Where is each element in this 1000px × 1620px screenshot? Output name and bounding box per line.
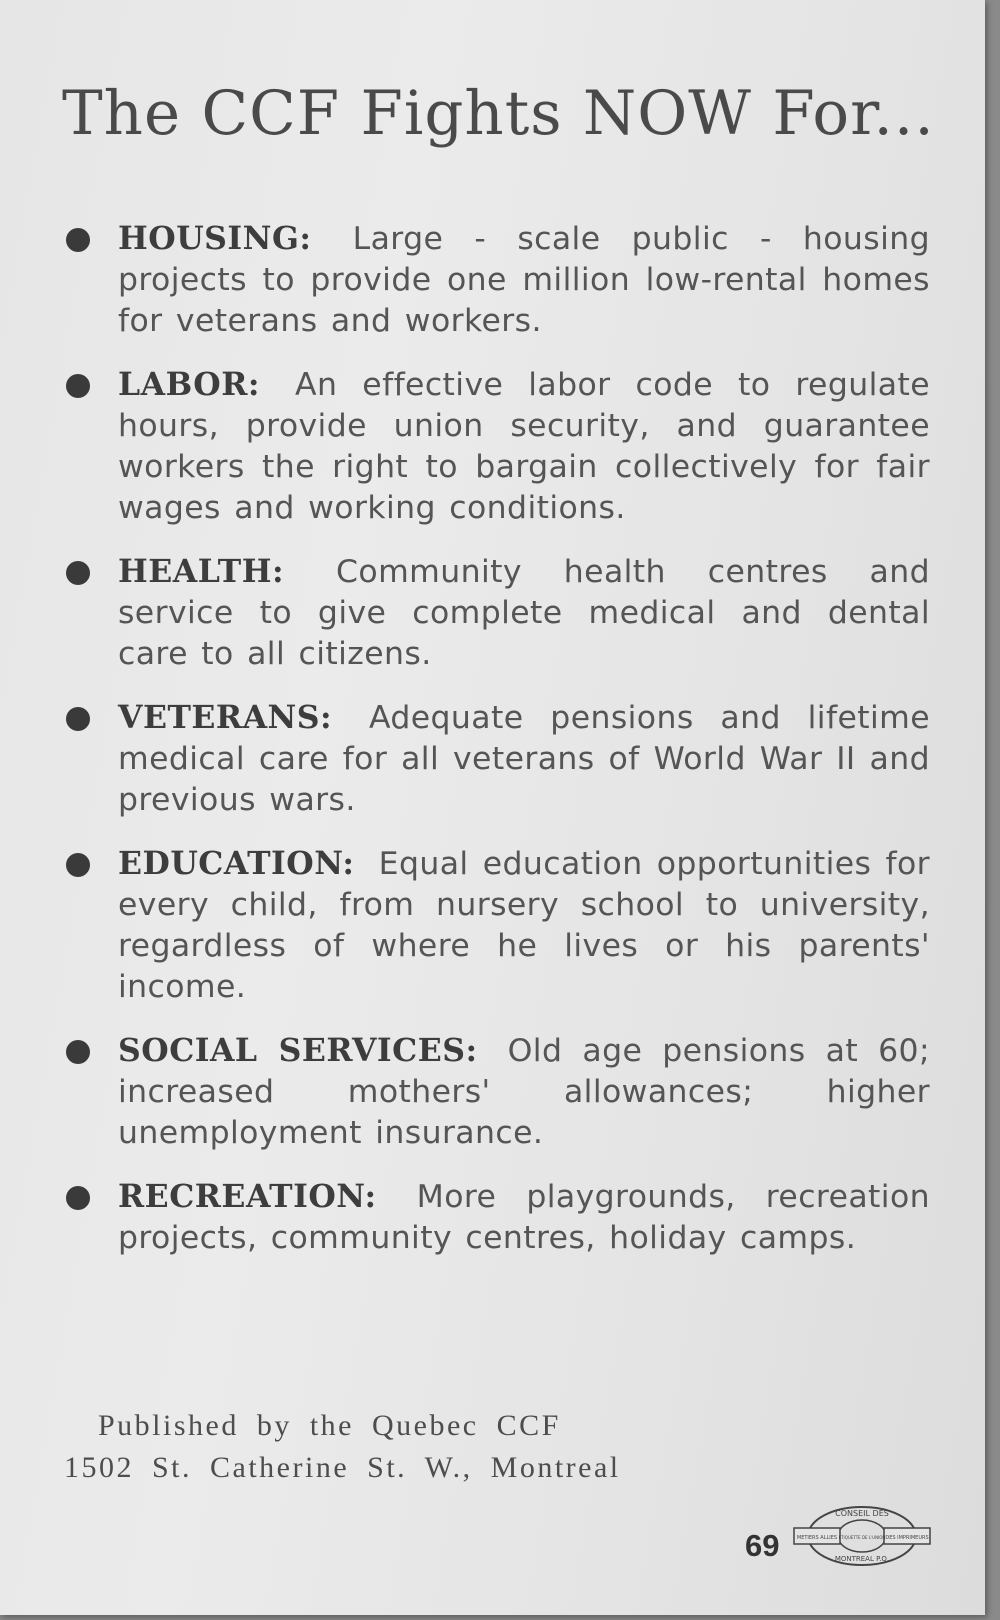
item-text: An effective labor code to regulate hours, provide union security, and guarantee workers the right to bargain collectively for fair wages and working conditions. (118, 367, 930, 526)
union-label-icon (792, 1504, 932, 1568)
union-label-center-text: ETIQUETTE DE L'UNION (838, 1535, 886, 1540)
union-label-right-text: DES IMPRIMEURS (885, 1535, 929, 1541)
publisher-line: Published by the Quebec CCF (98, 1409, 561, 1442)
list-item-labor (66, 364, 930, 529)
list-item-recreation (66, 1176, 930, 1259)
item-label: HOUSING: (118, 220, 312, 257)
platform-list (66, 218, 930, 1281)
list-item-education (66, 843, 930, 1008)
item-text: Equal education opportunities for every child, from nursery school to university, regardless of where he lives or his parents' income. (118, 846, 930, 1005)
item-text: Old age pensions at 60; increased mothers' allowances; higher unemployment insurance. (118, 1033, 930, 1151)
bullet-icon (66, 707, 90, 731)
bullet-icon (66, 1040, 90, 1064)
bullet-icon (66, 853, 90, 877)
item-label: VETERANS: (118, 699, 333, 736)
publisher-info (64, 1405, 621, 1489)
item-label: LABOR: (118, 366, 261, 403)
list-item-health (66, 551, 930, 675)
item-label: RECREATION: (118, 1178, 377, 1215)
page-number: 69 (745, 1528, 780, 1563)
item-text: Adequate pensions and lifetime medical care for all veterans of World War II and previous wars. (118, 700, 930, 818)
list-item-housing (66, 218, 930, 342)
address-line: 1502 St. Catherine St. W., Montreal (64, 1451, 621, 1484)
item-label: EDUCATION: (118, 845, 355, 882)
item-text: More playgrounds, recreation projects, community centres, holiday camps. (118, 1179, 930, 1256)
bullet-icon (66, 374, 90, 398)
item-text: Large - scale public - housing projects to provide one million low-rental homes for veterans and workers. (118, 221, 930, 339)
union-label-top-text: CONSEIL DES (835, 1509, 889, 1518)
bullet-icon (66, 1186, 90, 1210)
item-text: Community health centres and service to give complete medical and dental care to all citizens. (118, 554, 930, 672)
bullet-icon (66, 228, 90, 252)
union-label-left-text: METIERS ALLIES (796, 1535, 838, 1541)
item-label: SOCIAL SERVICES: (118, 1032, 478, 1069)
page-title: The CCF Fights NOW For... (62, 78, 935, 149)
bullet-icon (66, 561, 90, 585)
list-item-social-services (66, 1030, 930, 1154)
union-label-bottom-text: MONTREAL P.Q. (834, 1555, 890, 1563)
list-item-veterans (66, 697, 930, 821)
item-label: HEALTH: (118, 553, 285, 590)
